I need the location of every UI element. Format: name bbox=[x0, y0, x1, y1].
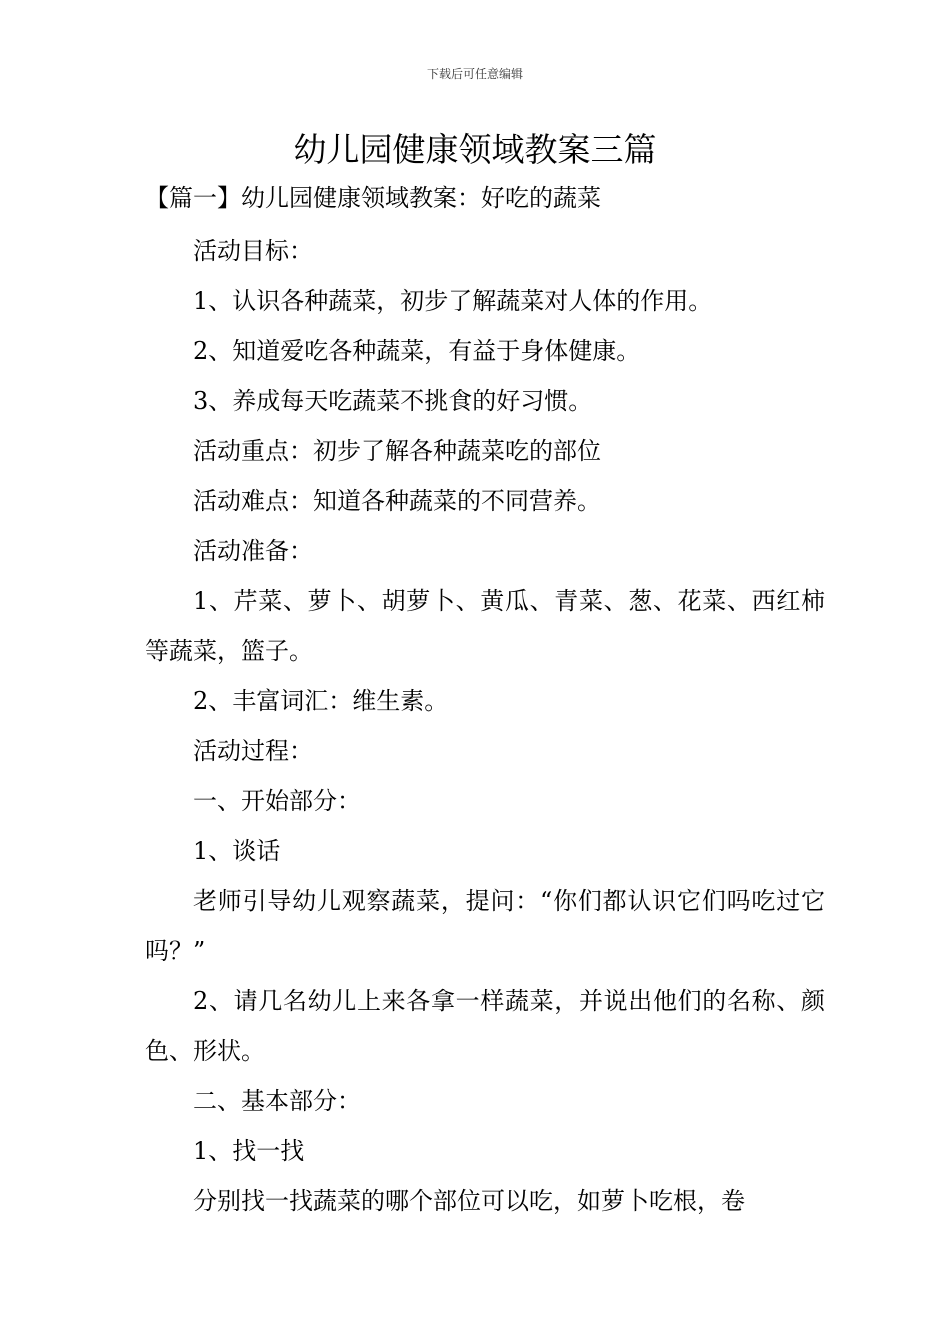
paragraph-process: 活动过程： bbox=[193, 737, 313, 765]
paragraph-teacher-guide: 老师引导幼儿观察蔬菜，提问：“你们都认识它们吗吃过它吗？” bbox=[145, 887, 825, 965]
paragraph-activity-goals: 活动目标： bbox=[193, 237, 313, 265]
section-heading: 【篇一】幼儿园健康领域教案：好吃的蔬菜 bbox=[145, 184, 601, 212]
paragraph-difficulty: 活动难点：知道各种蔬菜的不同营养。 bbox=[193, 487, 601, 515]
paragraph-find-detail: 分别找一找蔬菜的哪个部位可以吃，如萝卜吃根，卷 bbox=[193, 1187, 745, 1215]
document-body bbox=[145, 226, 825, 1226]
paragraph-part-two: 二、基本部分： bbox=[193, 1087, 361, 1115]
paragraph-part-one: 一、开始部分： bbox=[193, 787, 361, 815]
paragraph-goal-2: 2、知道爱吃各种蔬菜，有益于身体健康。 bbox=[193, 337, 641, 365]
header-note: 下载后可任意编辑 bbox=[426, 67, 523, 81]
paragraph-children-step: 2、请几名幼儿上来各拿一样蔬菜，并说出他们的名称、颜色、形状。 bbox=[145, 987, 825, 1065]
paragraph-talk: 1、谈话 bbox=[193, 837, 281, 865]
document-title: 幼儿园健康领域教案三篇 bbox=[293, 130, 657, 169]
paragraph-preparation-2: 2、丰富词汇：维生素。 bbox=[193, 687, 449, 715]
paragraph-preparation: 活动准备： bbox=[193, 537, 313, 565]
paragraph-key-point: 活动重点：初步了解各种蔬菜吃的部位 bbox=[193, 437, 601, 465]
paragraph-goal-1: 1、认识各种蔬菜，初步了解蔬菜对人体的作用。 bbox=[193, 287, 713, 315]
paragraph-preparation-1: 1、芹菜、萝卜、胡萝卜、黄瓜、青菜、葱、花菜、西红柿等蔬菜，篮子。 bbox=[145, 587, 825, 665]
paragraph-goal-3: 3、养成每天吃蔬菜不挑食的好习惯。 bbox=[193, 387, 593, 415]
paragraph-find: 1、找一找 bbox=[193, 1137, 305, 1165]
